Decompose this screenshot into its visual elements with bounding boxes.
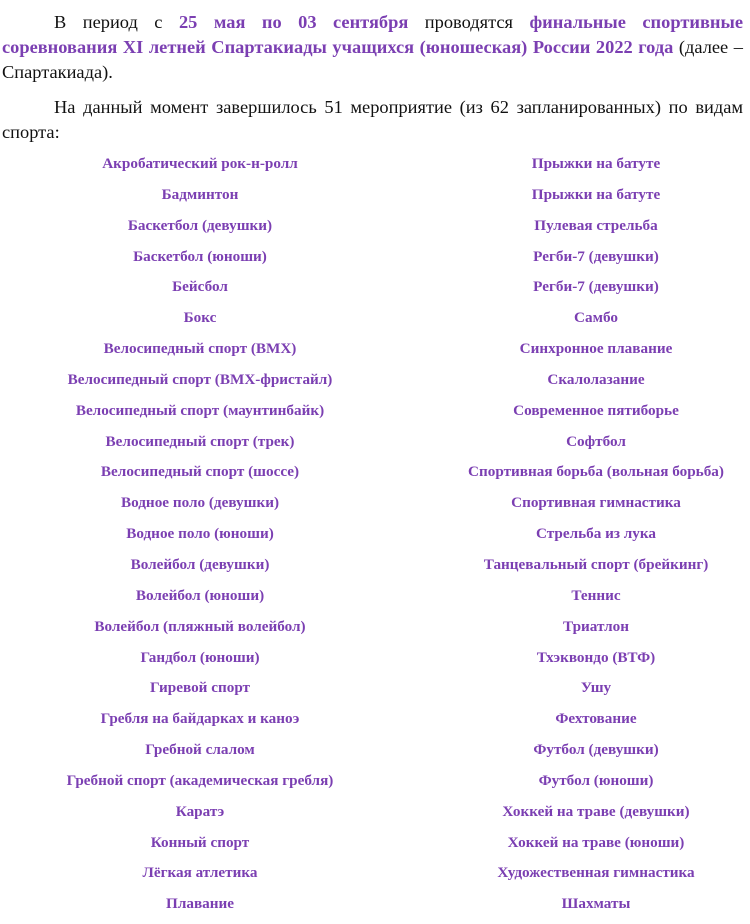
- sport-list-item: Бокс: [183, 309, 217, 327]
- sport-list-item: Футбол (юноши): [538, 771, 654, 789]
- sport-list-item: Спортивная гимнастика: [511, 494, 681, 512]
- sport-list-item: Хоккей на траве (юноши): [507, 833, 685, 851]
- intro-paragraph: [2, 10, 743, 85]
- sport-list-item: Бадминтон: [161, 185, 239, 203]
- sport-list-item: Каратэ: [175, 802, 225, 820]
- sport-list-item: Волейбол (юноши): [135, 586, 265, 604]
- sport-list-item: Прыжки на батуте: [531, 155, 661, 172]
- sport-list-item: Волейбол (пляжный волейбол): [94, 617, 306, 635]
- sport-list-item: Ушу: [580, 679, 612, 697]
- sport-list-item: Акробатический рок-н-ролл: [102, 155, 298, 172]
- sport-list-item: Велосипедный спорт (шоссе): [100, 463, 300, 481]
- sport-list-item: Гиревой спорт: [149, 679, 251, 697]
- sport-list-item: Спортивная борьба (вольная борьба): [468, 463, 724, 481]
- sport-list-item: Баскетбол (юноши): [133, 247, 267, 265]
- sport-list-item: Регби-7 (девушки): [533, 247, 659, 265]
- sport-list-item: Танцевальный спорт (брейкинг): [483, 555, 709, 573]
- event-dates: 25 мая по 03 сентября: [178, 12, 409, 32]
- sports-list-left: [0, 153, 400, 924]
- sport-list-item: Гребной спорт (академическая гребля): [66, 771, 334, 789]
- sport-list-item: Синхронное плавание: [519, 340, 673, 358]
- status-paragraph: На данный момент завершилось 51 мероприятие (из 62 запланированных) по видам спорта:: [2, 97, 743, 142]
- sport-list-item: Самбо: [574, 309, 618, 327]
- sport-list-item: Фехтование: [555, 710, 637, 728]
- sport-list-item: Художественная гимнастика: [497, 864, 695, 882]
- sport-list-item: Шахматы: [561, 895, 631, 913]
- sport-list-item: Велосипедный спорт (трек): [105, 432, 295, 450]
- sport-list-item: Баскетбол (девушки): [127, 216, 273, 234]
- intro-text-start: В период с: [54, 12, 179, 32]
- sport-list-item: Стрельба из лука: [535, 525, 657, 543]
- sport-list-item: Гандбол (юноши): [140, 648, 260, 666]
- sport-list-item: Велосипедный спорт (BMX): [103, 340, 297, 358]
- sport-list-item: Конный спорт: [150, 833, 250, 851]
- sport-list-item: Водное поло (юноши): [126, 525, 274, 543]
- sport-list-item: Регби-7 (девушки): [533, 278, 659, 296]
- sport-list-item: Футбол (девушки): [533, 741, 659, 759]
- intro-text-middle: проводятся: [408, 12, 530, 32]
- sport-list-item: Бейсбол: [172, 278, 228, 296]
- sports-list-right: [441, 153, 750, 924]
- sport-list-item: Гребля на байдарках и каноэ: [100, 710, 300, 728]
- sport-list-item: Прыжки на батуте: [531, 185, 661, 203]
- sport-list-item: Скалолазание: [547, 370, 645, 388]
- sport-list-item: Водное поло (девушки): [120, 494, 280, 512]
- sport-list-item: Тхэквондо (ВТФ): [536, 648, 656, 666]
- sport-list-item: Велосипедный спорт (маунтинбайк): [75, 401, 325, 419]
- sport-list-item: Плавание: [166, 895, 234, 913]
- sport-list-item: Волейбол (девушки): [130, 555, 270, 573]
- sport-list-item: Гребной слалом: [145, 741, 255, 759]
- event-name: финальные спортивные соревнования XI летней Спартакиады учащихся (юношеская) России 2022 года: [2, 12, 743, 57]
- sport-list-item: Современное пятиборье: [513, 401, 679, 419]
- sport-list-item: Триатлон: [563, 617, 629, 635]
- sport-list-item: Велосипедный спорт (BMX-фристайл): [67, 370, 333, 388]
- intro-text-end: (далее – Спартакиада).: [2, 37, 743, 82]
- sport-list-item: Теннис: [571, 586, 621, 604]
- sport-list-item: Пулевая стрельба: [534, 216, 658, 234]
- sport-list-item: Лёгкая атлетика: [142, 864, 258, 882]
- sport-list-item: Хоккей на траве (девушки): [502, 802, 690, 820]
- sport-list-item: Софтбол: [566, 432, 626, 450]
